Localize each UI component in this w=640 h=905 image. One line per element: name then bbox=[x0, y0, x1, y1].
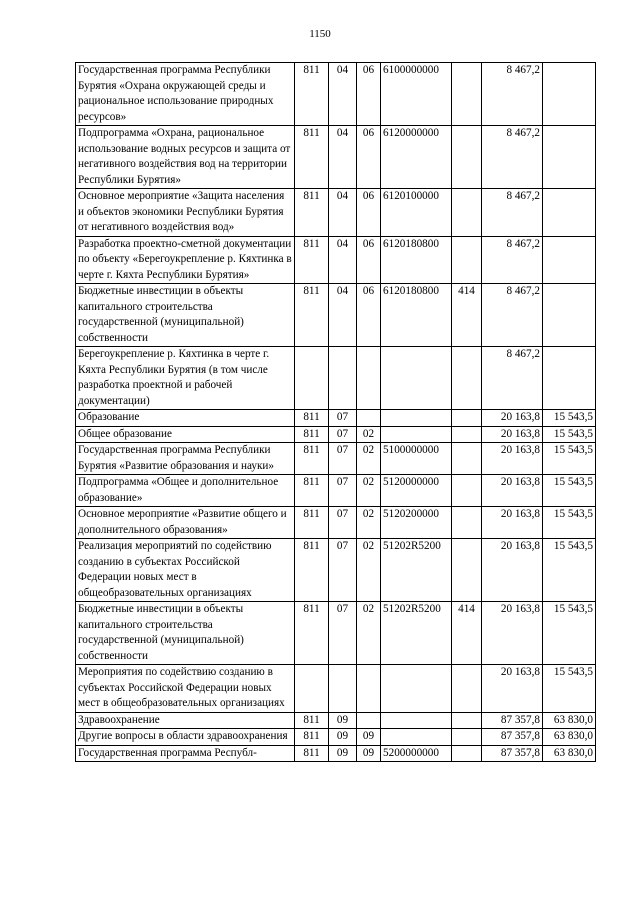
subsection-code: 06 bbox=[357, 189, 381, 237]
expense-type-code bbox=[452, 507, 482, 539]
section-code: 04 bbox=[329, 63, 357, 126]
sum-federal bbox=[543, 189, 596, 237]
subsection-code: 06 bbox=[357, 236, 381, 284]
section-code bbox=[329, 665, 357, 713]
item-name: Государственная программа Республ- bbox=[76, 745, 295, 762]
target-article-code bbox=[381, 347, 452, 410]
item-name: Основное мероприятие «Развитие общего и дополнительного образования» bbox=[76, 507, 295, 539]
sum-federal: 15 543,5 bbox=[543, 410, 596, 427]
section-code: 07 bbox=[329, 443, 357, 475]
table-row bbox=[76, 712, 596, 729]
target-article-code bbox=[381, 712, 452, 729]
target-article-code: 6120000000 bbox=[381, 126, 452, 189]
expense-type-code bbox=[452, 347, 482, 410]
subsection-code: 09 bbox=[357, 729, 381, 746]
budget-table bbox=[75, 62, 596, 762]
section-code: 09 bbox=[329, 729, 357, 746]
sum-total: 20 163,8 bbox=[482, 443, 543, 475]
grbs-code: 811 bbox=[295, 745, 329, 762]
subsection-code: 06 bbox=[357, 63, 381, 126]
grbs-code: 811 bbox=[295, 507, 329, 539]
target-article-code bbox=[381, 729, 452, 746]
grbs-code: 811 bbox=[295, 126, 329, 189]
sum-federal: 15 543,5 bbox=[543, 443, 596, 475]
grbs-code bbox=[295, 665, 329, 713]
expense-type-code bbox=[452, 712, 482, 729]
table-row bbox=[76, 602, 596, 665]
expense-type-code bbox=[452, 126, 482, 189]
expense-type-code bbox=[452, 665, 482, 713]
subsection-code: 02 bbox=[357, 602, 381, 665]
expense-type-code bbox=[452, 745, 482, 762]
table-row bbox=[76, 443, 596, 475]
section-code: 07 bbox=[329, 602, 357, 665]
table-row bbox=[76, 475, 596, 507]
item-name: Здравоохранение bbox=[76, 712, 295, 729]
sum-federal: 63 830,0 bbox=[543, 745, 596, 762]
section-code: 04 bbox=[329, 284, 357, 347]
subsection-code: 02 bbox=[357, 475, 381, 507]
section-code: 07 bbox=[329, 475, 357, 507]
table-row bbox=[76, 63, 596, 126]
subsection-code bbox=[357, 665, 381, 713]
expense-type-code: 414 bbox=[452, 284, 482, 347]
target-article-code: 5200000000 bbox=[381, 745, 452, 762]
expense-type-code bbox=[452, 426, 482, 443]
grbs-code: 811 bbox=[295, 443, 329, 475]
item-name: Реализация мероприятий по содействию созданию в субъектах Российской Федерации новых мест в общеобразовательных организациях bbox=[76, 539, 295, 602]
subsection-code bbox=[357, 410, 381, 427]
sum-total: 20 163,8 bbox=[482, 426, 543, 443]
grbs-code: 811 bbox=[295, 63, 329, 126]
section-code: 07 bbox=[329, 539, 357, 602]
sum-federal: 15 543,5 bbox=[543, 426, 596, 443]
section-code: 09 bbox=[329, 745, 357, 762]
item-name: Другие вопросы в области здравоохранения bbox=[76, 729, 295, 746]
table-row bbox=[76, 189, 596, 237]
item-name: Подпрограмма «Общее и дополнительное образование» bbox=[76, 475, 295, 507]
table-row bbox=[76, 507, 596, 539]
grbs-code: 811 bbox=[295, 426, 329, 443]
item-name: Государственная программа Республики Бурятия «Охрана окружающей среды и рациональное использование природных ресурсов» bbox=[76, 63, 295, 126]
target-article-code: 6120100000 bbox=[381, 189, 452, 237]
table-row bbox=[76, 426, 596, 443]
target-article-code: 6120180800 bbox=[381, 236, 452, 284]
item-name: Бюджетные инвестиции в объекты капитального строительства государственной (муниципальной) собственности bbox=[76, 602, 295, 665]
target-article-code: 5100000000 bbox=[381, 443, 452, 475]
section-code: 04 bbox=[329, 236, 357, 284]
expense-type-code bbox=[452, 475, 482, 507]
sum-federal: 63 830,0 bbox=[543, 712, 596, 729]
target-article-code bbox=[381, 410, 452, 427]
sum-federal: 15 543,5 bbox=[543, 507, 596, 539]
item-name: Мероприятия по содействию созданию в субъектах Российской Федерации новых мест в общеобразовательных организациях bbox=[76, 665, 295, 713]
expense-type-code bbox=[452, 539, 482, 602]
table-row bbox=[76, 126, 596, 189]
grbs-code bbox=[295, 347, 329, 410]
subsection-code: 09 bbox=[357, 745, 381, 762]
table-row bbox=[76, 284, 596, 347]
target-article-code: 51202R5200 bbox=[381, 539, 452, 602]
table-row bbox=[76, 539, 596, 602]
item-name: Основное мероприятие «Защита населения и объектов экономики Республики Бурятия от негативного воздействия вод» bbox=[76, 189, 295, 237]
sum-total: 87 357,8 bbox=[482, 729, 543, 746]
sum-total: 87 357,8 bbox=[482, 745, 543, 762]
sum-federal: 15 543,5 bbox=[543, 539, 596, 602]
item-name: Разработка проектно-сметной документации по объекту «Берегоукрепление р. Кяхтинка в черте г. Кяхта Республики Бурятия» bbox=[76, 236, 295, 284]
section-code: 04 bbox=[329, 189, 357, 237]
target-article-code bbox=[381, 665, 452, 713]
target-article-code: 5120200000 bbox=[381, 507, 452, 539]
section-code: 07 bbox=[329, 410, 357, 427]
sum-total: 20 163,8 bbox=[482, 602, 543, 665]
sum-total: 20 163,8 bbox=[482, 475, 543, 507]
item-name: Бюджетные инвестиции в объекты капитального строительства государственной (муниципальной) собственности bbox=[76, 284, 295, 347]
expense-type-code bbox=[452, 63, 482, 126]
expense-type-code: 414 bbox=[452, 602, 482, 665]
subsection-code: 06 bbox=[357, 284, 381, 347]
item-name: Государственная программа Республики Бурятия «Развитие образования и науки» bbox=[76, 443, 295, 475]
sum-total: 20 163,8 bbox=[482, 665, 543, 713]
sum-total: 20 163,8 bbox=[482, 539, 543, 602]
sum-total: 8 467,2 bbox=[482, 347, 543, 410]
sum-total: 87 357,8 bbox=[482, 712, 543, 729]
table-row bbox=[76, 745, 596, 762]
target-article-code: 6120180800 bbox=[381, 284, 452, 347]
subsection-code: 02 bbox=[357, 507, 381, 539]
item-name: Образование bbox=[76, 410, 295, 427]
sum-total: 8 467,2 bbox=[482, 126, 543, 189]
sum-total: 20 163,8 bbox=[482, 410, 543, 427]
expense-type-code bbox=[452, 410, 482, 427]
item-name: Подпрограмма «Охрана, рациональное использование водных ресурсов и защита от негативного воздействия вод на территории Республики Бурятия» bbox=[76, 126, 295, 189]
subsection-code: 02 bbox=[357, 426, 381, 443]
item-name: Берегоукрепление р. Кяхтинка в черте г. Кяхта Республики Бурятия (в том числе разработка проектной и рабочей документации) bbox=[76, 347, 295, 410]
grbs-code: 811 bbox=[295, 539, 329, 602]
section-code bbox=[329, 347, 357, 410]
grbs-code: 811 bbox=[295, 602, 329, 665]
sum-federal: 15 543,5 bbox=[543, 665, 596, 713]
expense-type-code bbox=[452, 443, 482, 475]
sum-federal bbox=[543, 284, 596, 347]
table-row bbox=[76, 347, 596, 410]
grbs-code: 811 bbox=[295, 236, 329, 284]
grbs-code: 811 bbox=[295, 729, 329, 746]
sum-total: 8 467,2 bbox=[482, 284, 543, 347]
sum-total: 8 467,2 bbox=[482, 63, 543, 126]
grbs-code: 811 bbox=[295, 475, 329, 507]
grbs-code: 811 bbox=[295, 410, 329, 427]
sum-federal: 15 543,5 bbox=[543, 475, 596, 507]
subsection-code: 02 bbox=[357, 539, 381, 602]
subsection-code bbox=[357, 712, 381, 729]
sum-total: 8 467,2 bbox=[482, 189, 543, 237]
subsection-code: 06 bbox=[357, 126, 381, 189]
sum-total: 20 163,8 bbox=[482, 507, 543, 539]
sum-federal bbox=[543, 63, 596, 126]
subsection-code: 02 bbox=[357, 443, 381, 475]
target-article-code: 51202R5200 bbox=[381, 602, 452, 665]
table-row bbox=[76, 410, 596, 427]
sum-federal bbox=[543, 347, 596, 410]
grbs-code: 811 bbox=[295, 189, 329, 237]
section-code: 09 bbox=[329, 712, 357, 729]
subsection-code bbox=[357, 347, 381, 410]
section-code: 07 bbox=[329, 507, 357, 539]
table-row bbox=[76, 665, 596, 713]
page-number: 1150 bbox=[309, 28, 331, 40]
target-article-code bbox=[381, 426, 452, 443]
section-code: 04 bbox=[329, 126, 357, 189]
item-name: Общее образование bbox=[76, 426, 295, 443]
table-row bbox=[76, 236, 596, 284]
sum-total: 8 467,2 bbox=[482, 236, 543, 284]
target-article-code: 5120000000 bbox=[381, 475, 452, 507]
section-code: 07 bbox=[329, 426, 357, 443]
table-body bbox=[76, 63, 596, 762]
expense-type-code bbox=[452, 236, 482, 284]
expense-type-code bbox=[452, 729, 482, 746]
grbs-code: 811 bbox=[295, 712, 329, 729]
grbs-code: 811 bbox=[295, 284, 329, 347]
sum-federal: 63 830,0 bbox=[543, 729, 596, 746]
sum-federal bbox=[543, 236, 596, 284]
expense-type-code bbox=[452, 189, 482, 237]
sum-federal bbox=[543, 126, 596, 189]
table-row bbox=[76, 729, 596, 746]
sum-federal: 15 543,5 bbox=[543, 602, 596, 665]
target-article-code: 6100000000 bbox=[381, 63, 452, 126]
